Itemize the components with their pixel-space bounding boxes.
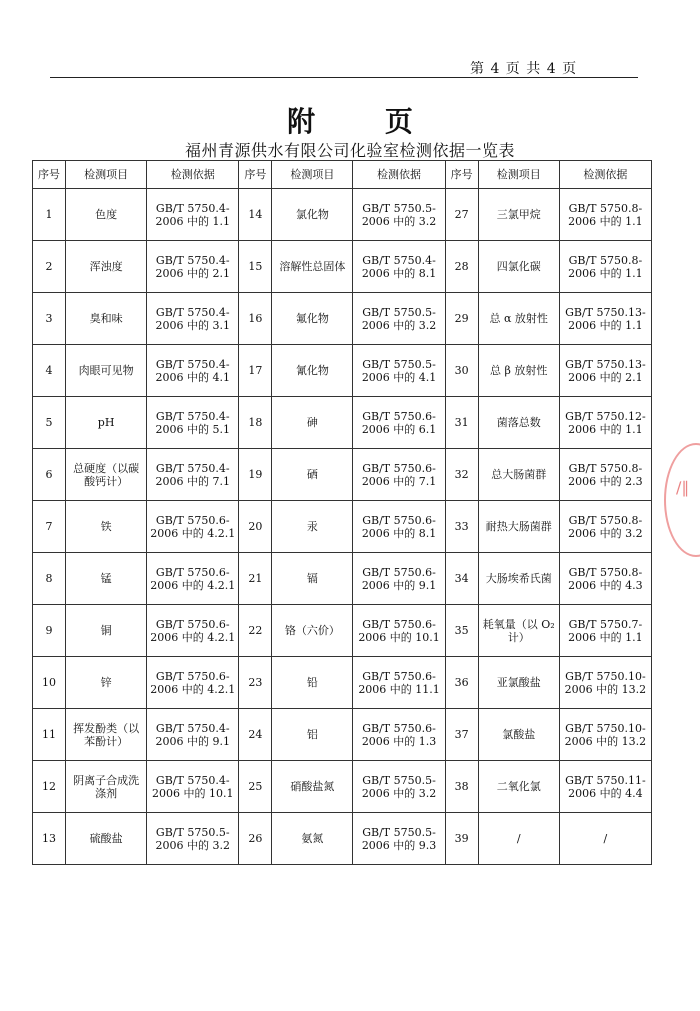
serial-number-cell: 6 — [33, 449, 66, 501]
table-row — [33, 761, 652, 813]
test-basis-table — [32, 160, 652, 865]
serial-number-cell: 1 — [33, 189, 66, 241]
test-item-cell: 铁 — [66, 501, 147, 553]
column-header: 检测项目 — [272, 161, 353, 189]
test-basis-cell: GB/T 5750.4-2006 中的 9.1 — [147, 709, 239, 761]
test-basis-cell: GB/T 5750.6-2006 中的 7.1 — [353, 449, 445, 501]
table-row — [33, 449, 652, 501]
serial-number-cell: 39 — [445, 813, 478, 865]
test-item-cell: 硒 — [272, 449, 353, 501]
serial-number-cell: 7 — [33, 501, 66, 553]
test-item-cell: 总大肠菌群 — [478, 449, 559, 501]
test-basis-cell: GB/T 5750.8-2006 中的 3.2 — [559, 501, 651, 553]
serial-number-cell: 29 — [445, 293, 478, 345]
test-basis-cell: GB/T 5750.5-2006 中的 4.1 — [353, 345, 445, 397]
serial-number-cell: 34 — [445, 553, 478, 605]
test-item-cell: pH — [66, 397, 147, 449]
test-basis-cell: GB/T 5750.13-2006 中的 1.1 — [559, 293, 651, 345]
serial-number-cell: 33 — [445, 501, 478, 553]
serial-number-cell: 5 — [33, 397, 66, 449]
test-item-cell: 硝酸盐氮 — [272, 761, 353, 813]
test-item-cell: 汞 — [272, 501, 353, 553]
serial-number-cell: 30 — [445, 345, 478, 397]
column-header: 检测依据 — [559, 161, 651, 189]
serial-number-cell: 16 — [239, 293, 272, 345]
serial-number-cell: 28 — [445, 241, 478, 293]
test-item-cell: 色度 — [66, 189, 147, 241]
test-item-cell: 总 α 放射性 — [478, 293, 559, 345]
test-item-cell: 总硬度（以碳酸钙计） — [66, 449, 147, 501]
test-basis-cell: GB/T 5750.5-2006 中的 3.2 — [353, 761, 445, 813]
test-item-cell: 肉眼可见物 — [66, 345, 147, 397]
serial-number-cell: 8 — [33, 553, 66, 605]
test-item-cell: 亚氯酸盐 — [478, 657, 559, 709]
test-item-cell: 三氯甲烷 — [478, 189, 559, 241]
test-basis-cell: GB/T 5750.6-2006 中的 4.2.1 — [147, 657, 239, 709]
test-basis-cell: GB/T 5750.6-2006 中的 4.2.1 — [147, 553, 239, 605]
test-basis-cell: GB/T 5750.13-2006 中的 2.1 — [559, 345, 651, 397]
test-basis-cell: GB/T 5750.11-2006 中的 4.4 — [559, 761, 651, 813]
serial-number-cell: 15 — [239, 241, 272, 293]
table-row — [33, 345, 652, 397]
test-basis-cell: GB/T 5750.6-2006 中的 4.2.1 — [147, 605, 239, 657]
serial-number-cell: 27 — [445, 189, 478, 241]
table-row — [33, 397, 652, 449]
serial-number-cell: 18 — [239, 397, 272, 449]
table-row — [33, 657, 652, 709]
test-basis-cell: GB/T 5750.6-2006 中的 6.1 — [353, 397, 445, 449]
column-header: 序号 — [445, 161, 478, 189]
test-basis-cell: GB/T 5750.5-2006 中的 3.2 — [147, 813, 239, 865]
test-item-cell: 耐热大肠菌群 — [478, 501, 559, 553]
test-basis-cell: GB/T 5750.4-2006 中的 5.1 — [147, 397, 239, 449]
table-body — [33, 189, 652, 865]
test-basis-cell: GB/T 5750.5-2006 中的 9.3 — [353, 813, 445, 865]
test-basis-cell: GB/T 5750.4-2006 中的 7.1 — [147, 449, 239, 501]
official-seal-stamp — [664, 443, 700, 557]
serial-number-cell: 14 — [239, 189, 272, 241]
serial-number-cell: 10 — [33, 657, 66, 709]
serial-number-cell: 31 — [445, 397, 478, 449]
test-item-cell: 锌 — [66, 657, 147, 709]
serial-number-cell: 26 — [239, 813, 272, 865]
test-item-cell: 铜 — [66, 605, 147, 657]
test-item-cell: 溶解性总固体 — [272, 241, 353, 293]
test-item-cell: 铝 — [272, 709, 353, 761]
test-item-cell: 氯酸盐 — [478, 709, 559, 761]
test-basis-cell: GB/T 5750.8-2006 中的 1.1 — [559, 241, 651, 293]
serial-number-cell: 9 — [33, 605, 66, 657]
test-basis-cell: GB/T 5750.6-2006 中的 4.2.1 — [147, 501, 239, 553]
test-basis-cell: GB/T 5750.5-2006 中的 3.2 — [353, 189, 445, 241]
serial-number-cell: 21 — [239, 553, 272, 605]
test-item-cell: 硫酸盐 — [66, 813, 147, 865]
page-indicator: 第 4 页 共 4 页 — [470, 61, 578, 77]
test-item-cell: 砷 — [272, 397, 353, 449]
test-item-cell: 四氯化碳 — [478, 241, 559, 293]
table-row — [33, 241, 652, 293]
test-basis-cell: GB/T 5750.7-2006 中的 1.1 — [559, 605, 651, 657]
test-basis-cell: GB/T 5750.6-2006 中的 9.1 — [353, 553, 445, 605]
serial-number-cell: 23 — [239, 657, 272, 709]
test-item-cell: 氨氮 — [272, 813, 353, 865]
serial-number-cell: 24 — [239, 709, 272, 761]
test-item-cell: 浑浊度 — [66, 241, 147, 293]
serial-number-cell: 32 — [445, 449, 478, 501]
test-item-cell: 氰化物 — [272, 345, 353, 397]
test-item-cell: 臭和味 — [66, 293, 147, 345]
table-row — [33, 293, 652, 345]
test-item-cell: 氟化物 — [272, 293, 353, 345]
header-rule — [50, 77, 638, 78]
serial-number-cell: 20 — [239, 501, 272, 553]
serial-number-cell: 12 — [33, 761, 66, 813]
test-item-cell: 总 β 放射性 — [478, 345, 559, 397]
serial-number-cell: 25 — [239, 761, 272, 813]
serial-number-cell: 4 — [33, 345, 66, 397]
test-basis-cell: GB/T 5750.4-2006 中的 1.1 — [147, 189, 239, 241]
serial-number-cell: 22 — [239, 605, 272, 657]
table-caption: 福州青源供水有限公司化验室检测依据一览表 — [184, 141, 515, 160]
test-item-cell: 二氧化氯 — [478, 761, 559, 813]
test-item-cell: 耗氧量（以 O₂计） — [478, 605, 559, 657]
serial-number-cell: 19 — [239, 449, 272, 501]
test-item-cell: 大肠埃希氏菌 — [478, 553, 559, 605]
test-item-cell: 菌落总数 — [478, 397, 559, 449]
test-basis-cell: / — [559, 813, 651, 865]
column-header: 序号 — [239, 161, 272, 189]
test-item-cell: 镉 — [272, 553, 353, 605]
test-basis-cell: GB/T 5750.4-2006 中的 3.1 — [147, 293, 239, 345]
test-basis-cell: GB/T 5750.8-2006 中的 2.3 — [559, 449, 651, 501]
serial-number-cell: 37 — [445, 709, 478, 761]
serial-number-cell: 35 — [445, 605, 478, 657]
test-basis-cell: GB/T 5750.6-2006 中的 8.1 — [353, 501, 445, 553]
seal-fragment-mark: ∕∥ — [676, 478, 690, 497]
test-basis-cell: GB/T 5750.8-2006 中的 4.3 — [559, 553, 651, 605]
column-header: 检测依据 — [147, 161, 239, 189]
serial-number-cell: 38 — [445, 761, 478, 813]
test-item-cell: 铅 — [272, 657, 353, 709]
test-item-cell: / — [478, 813, 559, 865]
test-item-cell: 锰 — [66, 553, 147, 605]
test-basis-cell: GB/T 5750.8-2006 中的 1.1 — [559, 189, 651, 241]
serial-number-cell: 2 — [33, 241, 66, 293]
table-row — [33, 709, 652, 761]
test-basis-cell: GB/T 5750.12-2006 中的 1.1 — [559, 397, 651, 449]
serial-number-cell: 36 — [445, 657, 478, 709]
serial-number-cell: 13 — [33, 813, 66, 865]
column-header: 检测项目 — [478, 161, 559, 189]
test-basis-cell: GB/T 5750.6-2006 中的 1.3 — [353, 709, 445, 761]
serial-number-cell: 3 — [33, 293, 66, 345]
test-basis-cell: GB/T 5750.4-2006 中的 4.1 — [147, 345, 239, 397]
table-row — [33, 605, 652, 657]
test-basis-cell: GB/T 5750.4-2006 中的 8.1 — [353, 241, 445, 293]
column-header: 序号 — [33, 161, 66, 189]
table-row — [33, 813, 652, 865]
table-row — [33, 189, 652, 241]
test-basis-cell: GB/T 5750.6-2006 中的 11.1 — [353, 657, 445, 709]
column-header: 检测项目 — [66, 161, 147, 189]
test-basis-cell: GB/T 5750.4-2006 中的 2.1 — [147, 241, 239, 293]
table-header-row — [33, 161, 652, 189]
test-basis-cell: GB/T 5750.10-2006 中的 13.2 — [559, 657, 651, 709]
test-item-cell: 铬（六价） — [272, 605, 353, 657]
table-row — [33, 553, 652, 605]
test-item-cell: 挥发酚类（以苯酚计） — [66, 709, 147, 761]
test-item-cell: 氯化物 — [272, 189, 353, 241]
test-basis-cell: GB/T 5750.5-2006 中的 3.2 — [353, 293, 445, 345]
serial-number-cell: 17 — [239, 345, 272, 397]
test-basis-cell: GB/T 5750.10-2006 中的 13.2 — [559, 709, 651, 761]
column-header: 检测依据 — [353, 161, 445, 189]
test-basis-cell: GB/T 5750.6-2006 中的 10.1 — [353, 605, 445, 657]
serial-number-cell: 11 — [33, 709, 66, 761]
test-basis-cell: GB/T 5750.4-2006 中的 10.1 — [147, 761, 239, 813]
test-item-cell: 阴离子合成洗涤剂 — [66, 761, 147, 813]
page-title: 附 页 — [287, 105, 443, 138]
table-row — [33, 501, 652, 553]
